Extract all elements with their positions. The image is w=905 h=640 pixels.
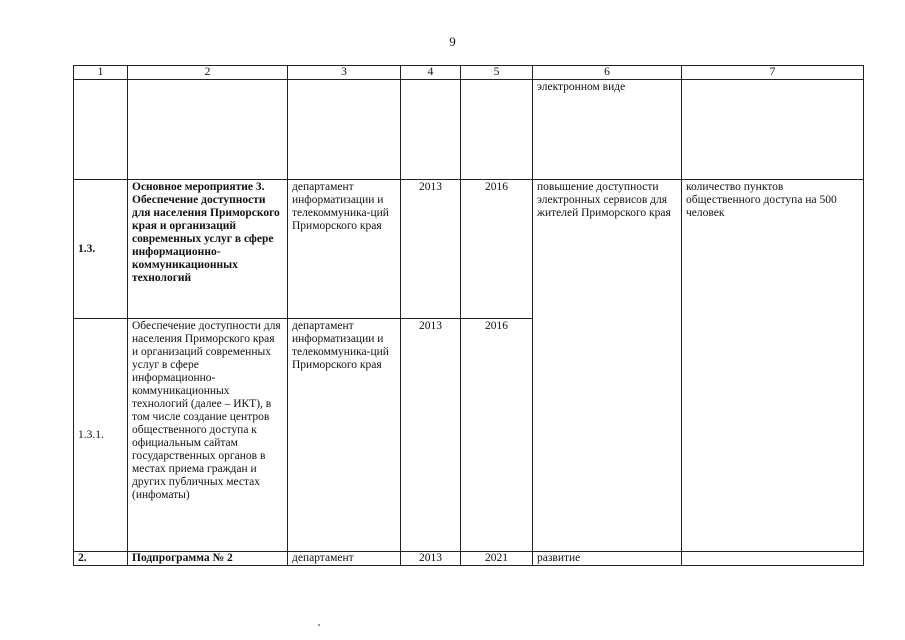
program-table bbox=[73, 65, 864, 566]
row-number bbox=[74, 80, 128, 180]
row-title: Подпрограмма № 2 bbox=[128, 552, 288, 566]
table-header-row bbox=[74, 66, 864, 80]
scan-speck bbox=[318, 624, 320, 626]
row-executor: департамент bbox=[288, 552, 401, 566]
row-end-year bbox=[461, 80, 533, 180]
row-title bbox=[128, 80, 288, 180]
row-indicator: количество пунктов общественного доступа на 500 человек bbox=[682, 180, 864, 552]
row-start-year: 2013 bbox=[401, 319, 461, 552]
header-cell: 6 bbox=[533, 66, 682, 80]
table-row bbox=[74, 80, 864, 180]
header-cell: 5 bbox=[461, 66, 533, 80]
row-title: Обеспечение доступности для населения Приморского края и организаций современных услуг в сфере информационно-коммуникационных технологий (далее – ИКТ), в том числе создание центров общественного доступа к официальным сайтам государственных органов в местах приема граждан и других публичных местах (инфоматы) bbox=[128, 319, 288, 552]
table-row bbox=[74, 552, 864, 566]
row-executor: департамент информатизации и телекоммуника-ций Приморского края bbox=[288, 180, 401, 319]
table-row bbox=[74, 180, 864, 319]
row-number: 1.3. bbox=[74, 180, 128, 319]
row-executor bbox=[288, 80, 401, 180]
row-result: развитие bbox=[533, 552, 682, 566]
row-indicator bbox=[682, 552, 864, 566]
row-result: электронном виде bbox=[533, 80, 682, 180]
row-indicator bbox=[682, 80, 864, 180]
header-cell: 3 bbox=[288, 66, 401, 80]
header-cell: 4 bbox=[401, 66, 461, 80]
row-end-year: 2021 bbox=[461, 552, 533, 566]
row-executor: департамент информатизации и телекоммуника-ций Приморского края bbox=[288, 319, 401, 552]
row-start-year: 2013 bbox=[401, 552, 461, 566]
row-result: повышение доступности электронных сервисов для жителей Приморского края bbox=[533, 180, 682, 552]
row-end-year: 2016 bbox=[461, 180, 533, 319]
row-title: Основное мероприятие 3. Обеспечение доступности для населения Приморского края и организаций современных услуг в сфере информационно-коммуникационных технологий bbox=[128, 180, 288, 319]
header-cell: 1 bbox=[74, 66, 128, 80]
row-number: 2. bbox=[74, 552, 128, 566]
row-end-year: 2016 bbox=[461, 319, 533, 552]
row-number: 1.3.1. bbox=[74, 319, 128, 552]
page-number: 9 bbox=[449, 34, 456, 49]
header-cell: 7 bbox=[682, 66, 864, 80]
header-cell: 2 bbox=[128, 66, 288, 80]
row-start-year bbox=[401, 80, 461, 180]
row-start-year: 2013 bbox=[401, 180, 461, 319]
